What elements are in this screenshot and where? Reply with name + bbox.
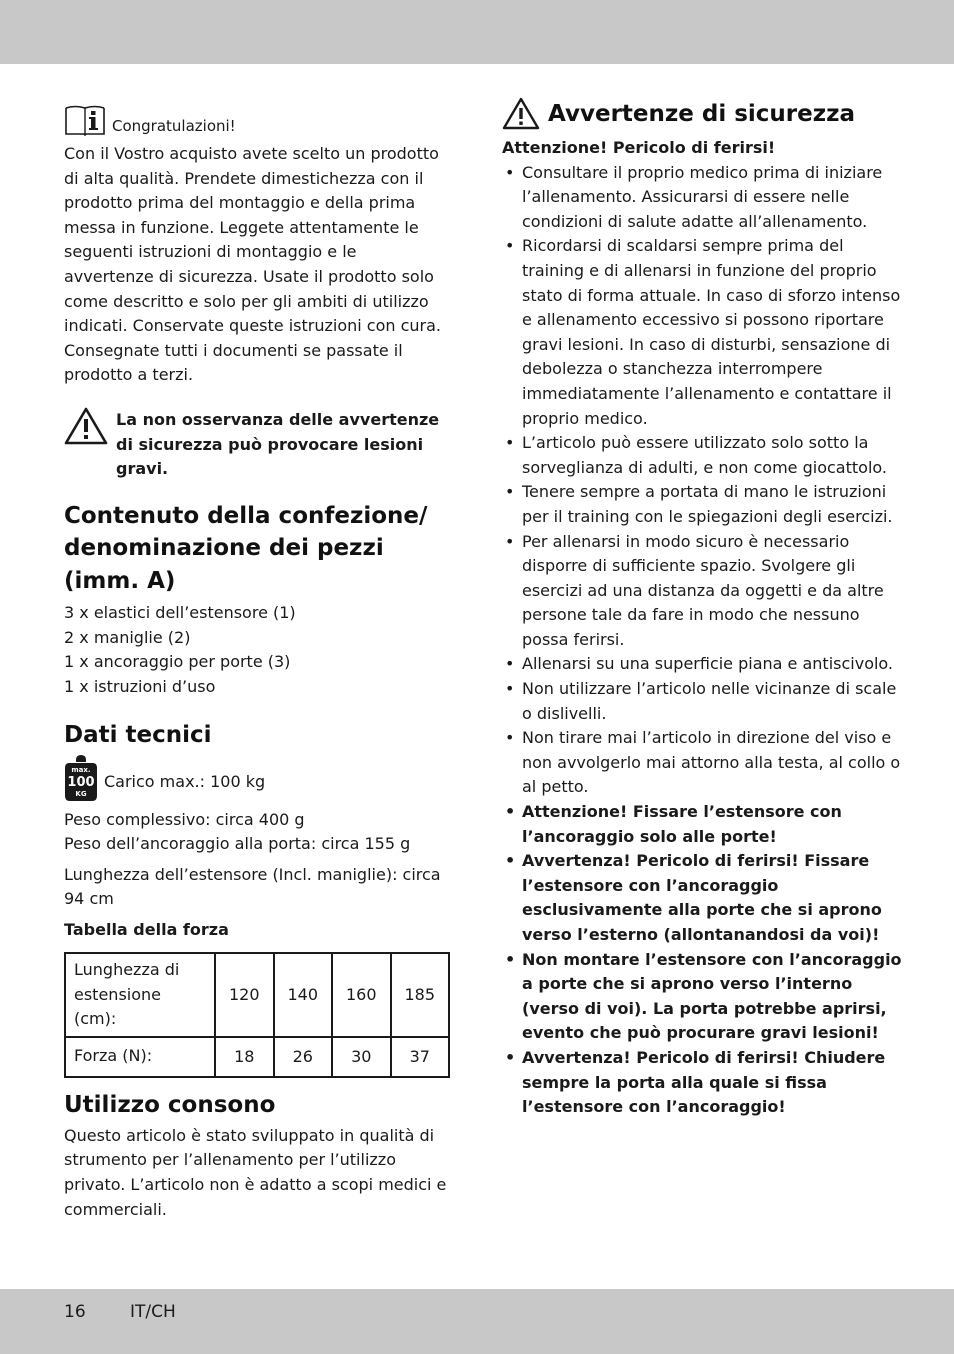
list-item: • Ricordarsi di scaldarsi sempre prima del training e di allenarsi in funzione del proprio stato di forma attuale. In caso di sforzo intenso e allenamento eccessivo si possono riportare gravi lesioni. In caso di disturbi, sensazione di debolezza o stanchezza interrompere immediatamente l’allenamento e contattare il proprio medico. [502, 234, 902, 431]
list-item: • Attenzione! Fissare l’estensore con l’ancoraggio solo alle porte! [502, 800, 902, 849]
list-item: • Avvertenza! Pericolo di ferirsi! Chiudere sempre la porta alla quale si fissa l’estensore con l’ancoraggio! [502, 1046, 902, 1120]
weight-anchor: Peso dell’ancoraggio alla porta: circa 155 g [64, 834, 411, 854]
warning-triangle-icon [502, 97, 540, 131]
svg-text:max.: max. [71, 765, 91, 774]
table-cell: 30 [332, 1037, 391, 1077]
tech-heading: Dati tecnici [64, 721, 212, 748]
force-table [64, 952, 450, 1078]
list-item: • Non montare l’estensore con l’ancoraggio a porte che si aprono verso l’interno (verso di voi). La porta potrebbe aprirsi, evento che può procurare gravi lesioni! [502, 948, 902, 1046]
left-column [64, 104, 450, 1222]
contents-item: 1 x istruzioni d’uso [64, 677, 216, 696]
table-cell: Lunghezza di estensione (cm): [65, 953, 215, 1037]
table-cell: 185 [391, 953, 450, 1037]
max-load-row [64, 754, 450, 802]
table-cell: 37 [391, 1037, 450, 1077]
contents-heading: Contenuto della confezione/ denominazione dei pezzi (imm. A) [64, 502, 428, 594]
table-cell: 26 [274, 1037, 333, 1077]
safety-header [502, 96, 902, 132]
usage-heading: Utilizzo consono [64, 1091, 276, 1118]
page-number: 16 [64, 1302, 86, 1322]
language-code: IT/CH [130, 1302, 176, 1322]
table-cell: Forza (N): [65, 1037, 215, 1077]
list-item: • Allenarsi su una superficie piana e antiscivolo. [502, 652, 902, 677]
table-cell: 18 [215, 1037, 274, 1077]
table-row [65, 1037, 449, 1077]
safety-list [502, 161, 902, 1120]
contents-item: 2 x maniglie (2) [64, 627, 191, 647]
warning-block [64, 408, 450, 482]
table-row [65, 953, 449, 1037]
list-item: • L’articolo può essere utilizzato solo sotto la sorveglianza di adulti, e non come giocattolo. [502, 431, 902, 480]
safety-heading: Avvertenze di sicurezza [548, 101, 856, 127]
warning-text: La non osservanza delle avvertenze di sicurezza può provocare lesioni gravi. [116, 409, 440, 479]
list-item: • Non tirare mai l’articolo in direzione del viso e non avvolgerlo mai attorno alla testa, al collo o al petto. [502, 726, 902, 800]
usage-paragraph: Questo articolo è stato sviluppato in qualità di strumento per l’allenamento per l’utilizzo privato. L’articolo non è adatto a scopi medici e commerciali. [64, 1125, 447, 1219]
list-item: • Per allenarsi in modo sicuro è necessario disporre di sufficiente spazio. Svolgere gli esercizi ad una distanza da oggetti e da altre persone tale da fare in modo che nessuno possa ferirsi. [502, 530, 902, 653]
right-column [502, 96, 902, 1120]
list-item: • Tenere sempre a portata di mano le istruzioni per il training con le spiegazioni degli esercizi. [502, 480, 902, 529]
list-item: • Avvertenza! Pericolo di ferirsi! Fissare l’estensore con l’ancoraggio esclusivamente alla porte che si aprono verso l’esterno (allontanandosi da voi)! [502, 849, 902, 947]
intro-paragraph: Con il Vostro acquisto avete scelto un prodotto di alta qualità. Prendete dimestichezza con il prodotto prima del montaggio e della prima messa in funzione. Leggete attentamente le seguenti istruzioni di montaggio e le avvertenze di sicurezza. Usate il prodotto solo come descritto e solo per gli ambiti di utilizzo indicati. Conservate queste istruzioni con cura. Consegnate tutti i documenti se passate il prodotto a terzi. [64, 144, 441, 385]
table-cell: 160 [332, 953, 391, 1037]
weight-total: Peso complessivo: circa 400 g [64, 809, 305, 829]
table-cell: 120 [215, 953, 274, 1037]
intro-header [64, 104, 450, 136]
contents-item: 1 x ancoraggio per porte (3) [64, 652, 291, 672]
max-load-text: Carico max.: 100 kg [104, 772, 266, 792]
list-item: • Consultare il proprio medico prima di iniziare l’allenamento. Assicurarsi di essere nelle condizioni di salute adatte all’allenamento. [502, 161, 902, 235]
weight-100kg-icon [64, 754, 98, 802]
list-item: • Non utilizzare l’articolo nelle vicinanze di scale o dislivelli. [502, 677, 902, 726]
force-table-title: Tabella della forza [64, 919, 229, 939]
warning-triangle-icon [64, 406, 108, 446]
info-book-icon [64, 104, 106, 136]
svg-text:KG: KG [75, 789, 87, 798]
header-band [0, 0, 954, 64]
contents-item: 3 x elastici dell’estensore (1) [64, 603, 296, 623]
intro-label: Congratulazioni! [112, 117, 236, 135]
contents-list [64, 601, 450, 699]
length-text: Lunghezza dell’estensore (Incl. maniglie): circa 94 cm [64, 864, 441, 909]
svg-text:100: 100 [67, 774, 95, 790]
safety-subheading: Attenzione! Pericolo di ferirsi! [502, 138, 776, 157]
table-cell: 140 [274, 953, 333, 1037]
